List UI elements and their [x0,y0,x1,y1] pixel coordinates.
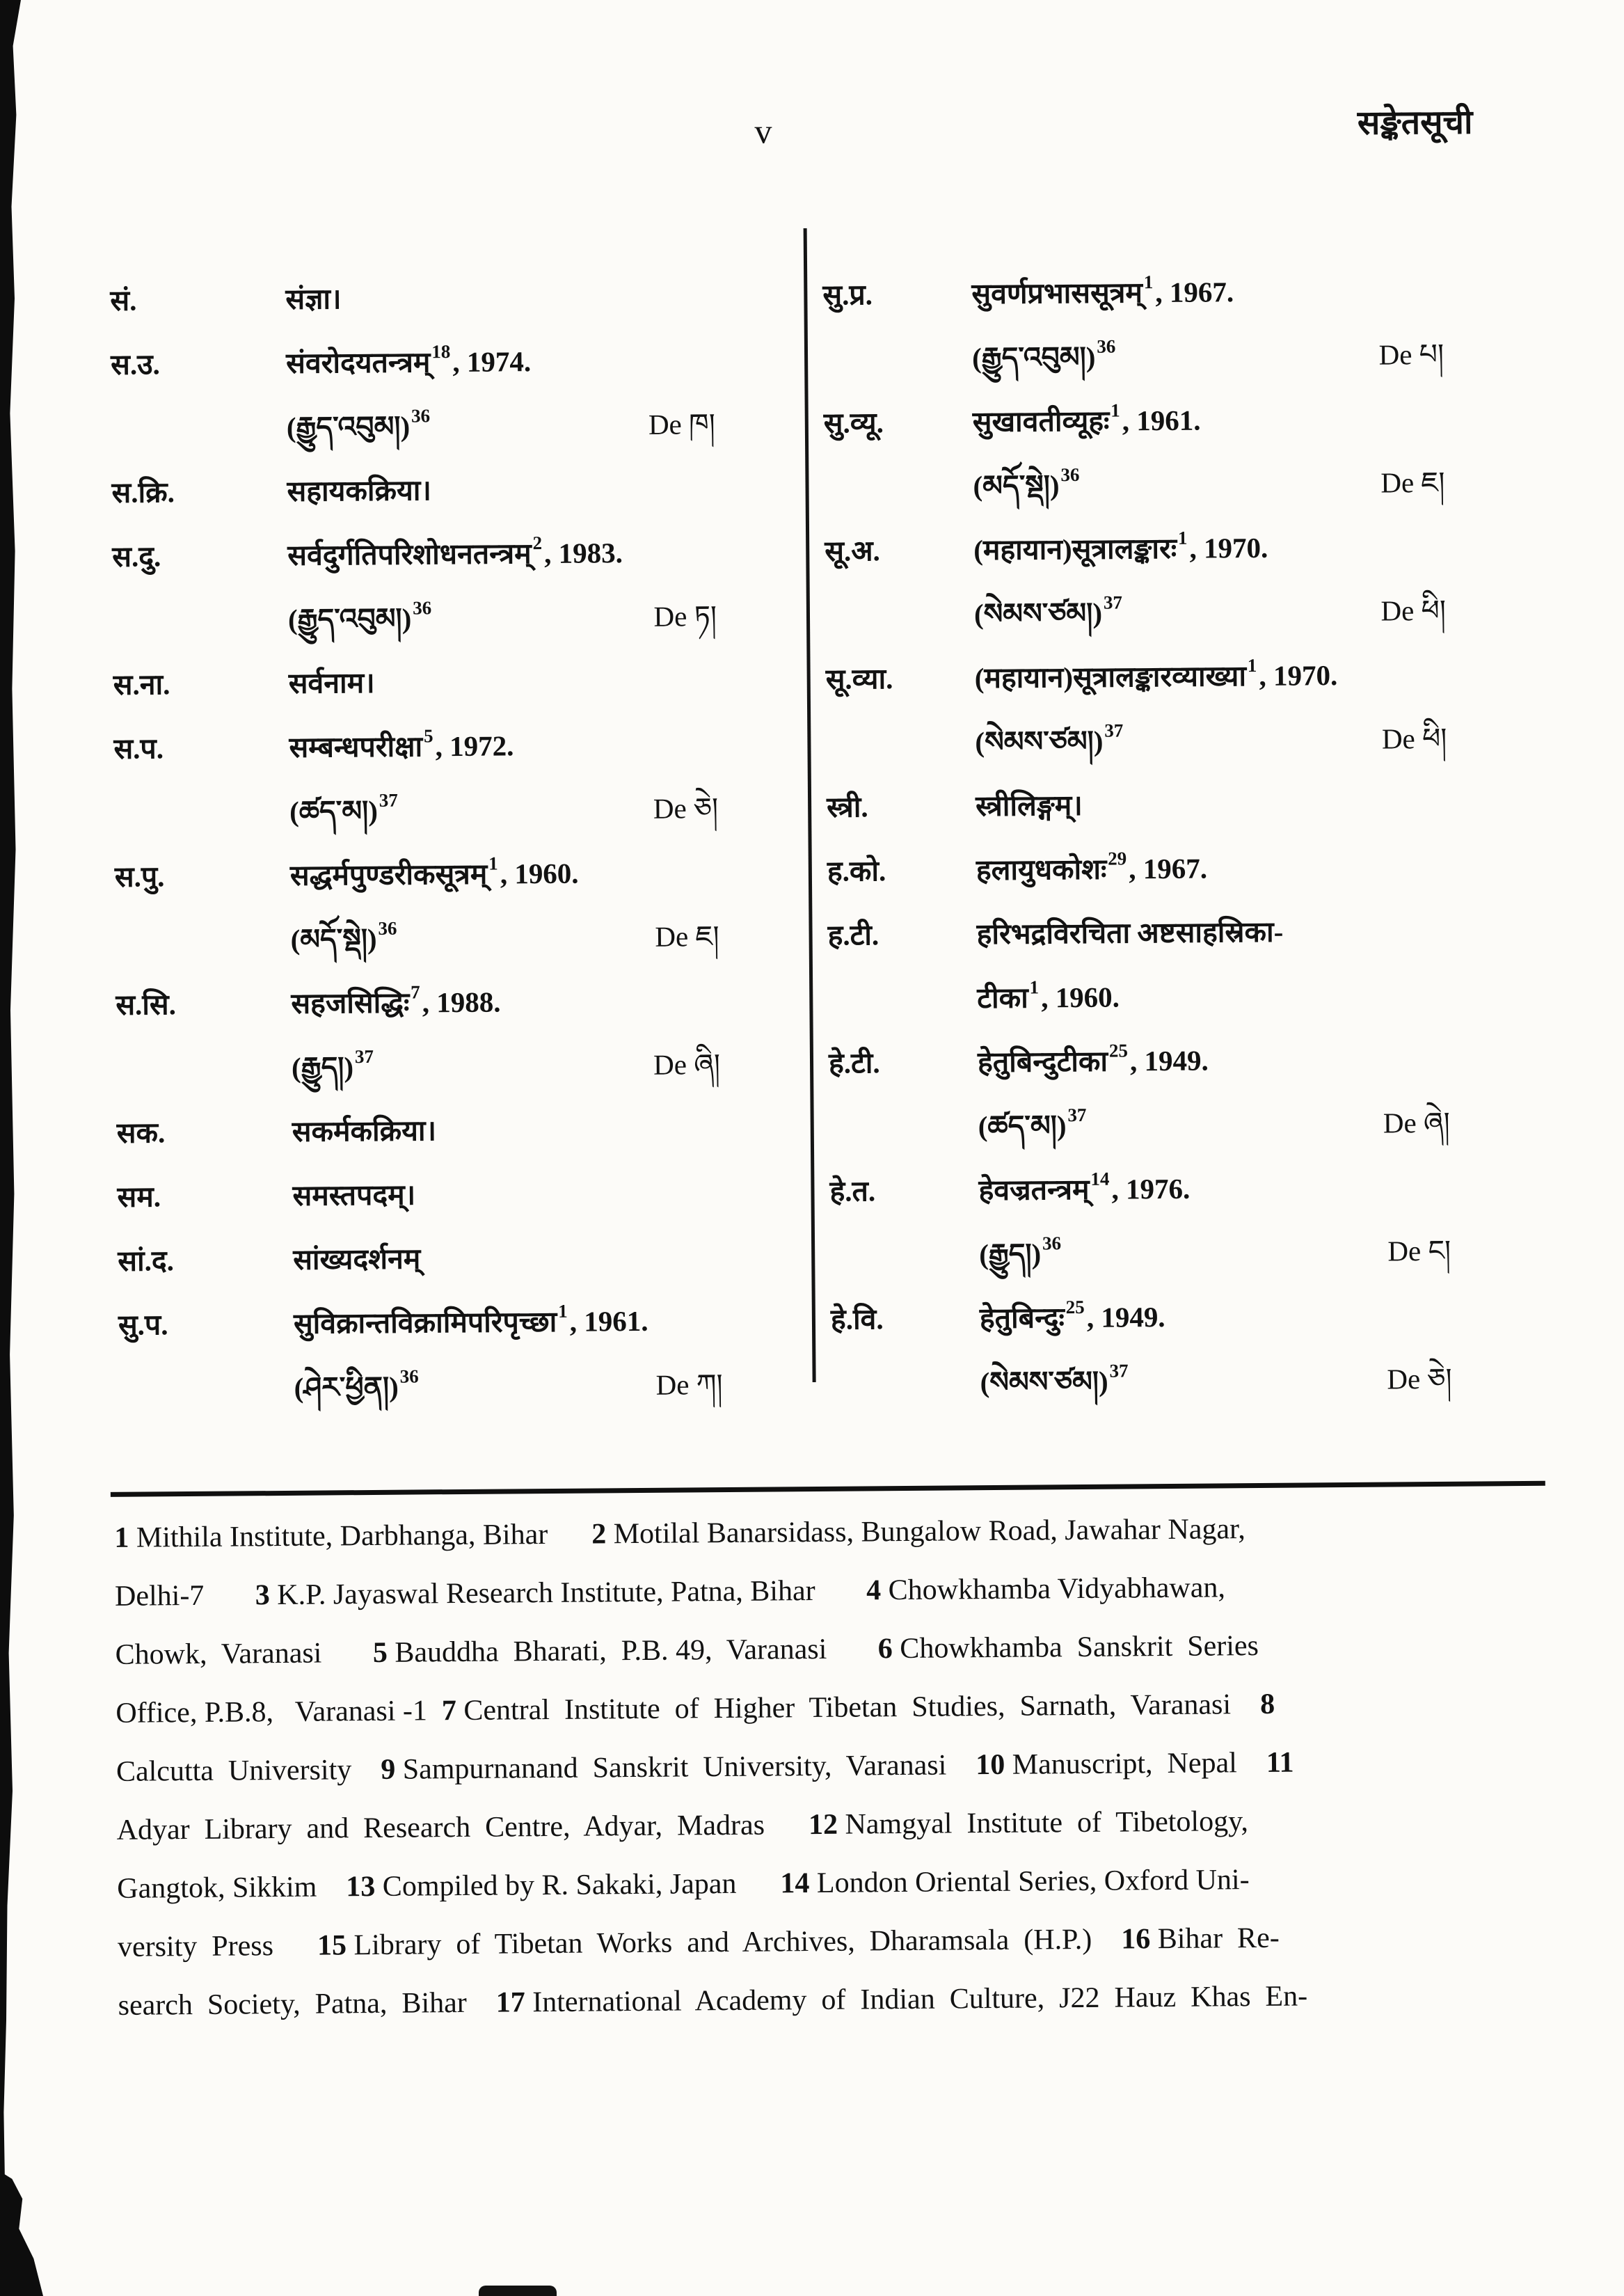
devanagari-text: टीका [977,981,1028,1015]
devanagari-text: सकर्मकक्रिया। [292,1114,437,1148]
abbrev-definition [287,520,721,651]
abbrev-definition [287,456,720,523]
abbrev-entry [825,514,1450,647]
abbrev-entry [829,1155,1455,1288]
abbrev-label: हे.टी. [828,1047,880,1079]
devanagari-text: (महायान)सूत्रालङ्कारः [973,532,1177,567]
abbrev-label: सु.प्र. [822,278,873,311]
devanagari-text: (महायान)सूत्रालङ्कारव्याख्या [974,660,1247,695]
year-text: , 1970. [1259,659,1338,692]
abbrev-definition [292,1096,725,1164]
year-text: , 1949. [1086,1301,1165,1333]
derge-volume-ref: De ཅེ། [653,792,719,825]
devanagari-text: सहायकक्रिया। [287,474,432,507]
abbrev-entry [825,642,1451,775]
abbrev-label: हे.त. [829,1175,876,1208]
abbrev-entry [822,258,1448,391]
definition-line [289,712,722,779]
definition-line [978,1027,1454,1094]
abbrev-label: स.दु. [112,540,161,573]
tibetan-text: (ཚད་མ།) [978,1109,1067,1143]
derge-volume-ref: De ཕི། [1380,594,1447,627]
tibetan-text: (མདོ་སྡེ།) [973,469,1060,502]
abbrev-label: सां.द. [118,1244,175,1277]
abbrev-definition [293,1224,726,1292]
abbrev-definition [291,968,724,1100]
abbrev-label: सम. [117,1180,161,1213]
abbrev-label: ह.को. [827,855,886,887]
derge-volume-ref: De ཞི། [653,1048,721,1081]
footnote-line: 1 Mithila Institute, Darbhanga, Bihar 2 Motilal Banarsidass, Bungalow Road, Jawahar Nagar, [114,1513,1245,1554]
derge-volume-ref: De ང། [1387,1234,1451,1267]
footnote-number: 7 [441,1695,457,1727]
abbrev-label: स.सि. [116,988,177,1021]
abbrev-entry [115,840,724,973]
abbrev-entry [118,1288,727,1421]
footnote-number: 16 [1121,1923,1151,1956]
footnote-line: Calcutta University 9 Sampurnanand Sanskrit University, Varanasi 10 Manuscript, Nepal 11 [116,1746,1294,1788]
derge-volume-ref: De ཏ། [653,600,717,633]
abbrev-definition [286,328,719,459]
definition-line [286,328,719,395]
definition-line [292,1096,725,1164]
abbrev-entry [831,1283,1456,1416]
abbrev-entry [827,898,1453,1031]
abbrev-label: सं. [110,284,137,317]
definition-line [976,898,1453,966]
footnote-separator-rule [111,1481,1545,1497]
definition-line [980,1283,1456,1350]
abbrev-entry [117,1160,726,1229]
abbrev-definition [294,1288,727,1420]
year-text: , 1974. [452,345,532,379]
year-text: , 1988. [422,985,501,1019]
abbrev-entry [110,264,719,333]
definition-line [287,456,720,523]
abbrev-entry [827,770,1452,839]
definition-line [290,840,724,908]
year-text: , 1970. [1189,531,1268,564]
definition-line [978,1155,1455,1222]
tibetan-text: (ཤེར་ཕྱིན།) [294,1370,399,1404]
devanagari-text: सद्धर्मपुण्डरीकसूत्रम् [289,857,488,892]
footnote-number: 8 [1259,1688,1275,1720]
footnote-number: 15 [317,1929,347,1962]
abbrev-label: स्त्री. [826,791,868,823]
tibetan-reference-line [980,1347,1456,1414]
abbrev-label: स.पु. [114,860,165,893]
devanagari-text: हरिभद्रविरचिता अष्टसाहस्रिका- [976,915,1284,951]
footnote-number: 6 [877,1633,893,1665]
devanagari-text: संज्ञा। [285,283,342,315]
year-text: , 1960. [500,857,579,890]
devanagari-text: सम्बन्धपरीक्षा [289,730,423,763]
abbrev-label: ह.टी. [827,919,879,951]
abbrev-definition [980,1283,1456,1414]
devanagari-text: हेतुबिन्दुटीका [977,1045,1108,1079]
abbreviation-column-left [110,264,727,1421]
tibetan-text: (རྒྱུད།) [979,1237,1042,1271]
tibetan-reference-line [974,578,1451,646]
abbrev-label: स.ना. [113,668,170,701]
footnote-line: Adyar Library and Research Centre, Adyar, Madras 12 Namgyal Institute of Tibetology, [116,1805,1249,1846]
derge-volume-ref: De ཕི། [1381,722,1447,755]
abbrev-definition [972,386,1449,518]
page-number: v [754,111,772,151]
footnote-number: 11 [1266,1746,1294,1779]
abbrev-label: स.क्रि. [111,476,175,509]
devanagari-text: संवरोदयतन्त्रम् [285,346,431,379]
abbrev-entry [823,386,1449,519]
devanagari-text: हेतुबिन्दुः [979,1301,1065,1335]
definition-line [287,520,721,587]
devanagari-text: समस्तपदम्। [292,1178,416,1212]
abbrev-label: स.प. [113,732,164,765]
definition-line [285,264,719,331]
abbrev-definition [976,834,1453,902]
definition-line [291,968,724,1036]
abbrev-label: सु.प. [118,1308,168,1341]
devanagari-text: सहजसिद्धिः [291,986,410,1020]
derge-volume-ref: De ཁ། [648,408,716,441]
abbrev-label: हे.वि. [830,1303,884,1336]
abbrev-entry [829,1027,1454,1159]
devanagari-text: सुवर्णप्रभाससूत्रम् [971,276,1143,310]
footnote-number: 2 [591,1518,607,1551]
abbrev-entry [827,834,1453,903]
year-text: , 1967. [1129,852,1208,885]
abbrev-definition [976,770,1452,838]
derge-volume-ref: De ཀ། [655,1368,723,1401]
definition-line [972,386,1449,454]
tibetan-text: (སེམས་ཙམ།) [980,1365,1108,1399]
footnote-line: Delhi-7 3 K.P. Jayaswal Research Institute, Patna, Bihar 4 Chowkhamba Vidyabhawan, [114,1571,1226,1613]
footnote-number: 13 [346,1870,376,1903]
derge-volume-ref: De ཞེ། [1383,1106,1450,1139]
abbrev-label: सू.व्या. [825,663,893,695]
abbrev-entry [111,456,720,525]
abbrev-entry [116,1096,725,1165]
tibetan-reference-line [972,322,1449,390]
tibetan-text: (མདོ་སྡེ།) [290,922,377,956]
abbrev-definition [289,712,722,844]
definition-line [976,770,1452,838]
derge-volume-ref: De ཇ། [655,920,719,953]
abbrev-definition [290,840,724,972]
abbrev-entry [113,648,722,717]
abbrev-definition [973,514,1450,646]
definition-line [974,642,1451,710]
tibetan-text: (རྒྱུད་འབུམ།) [287,602,412,635]
tibetan-reference-line [286,392,719,459]
footnote-number: 9 [381,1753,396,1786]
footnote-line: search Society, Patna, Bihar 17 International Academy of Indian Culture, J22 Hauz Khas En- [118,1980,1308,2022]
derge-volume-ref: De པ། [1378,338,1444,371]
abbrev-definition [976,898,1453,1030]
footnote-line: versity Press 15 Library of Tibetan Works and Archives, Dharamsala (H.P.) 16 Bihar Re- [117,1922,1280,1963]
tibetan-text: (རྒྱུད་འབུམ།) [971,340,1096,374]
year-text: , 1983. [543,537,623,569]
definition-line [976,834,1453,902]
abbrev-entry [116,968,724,1101]
page-header-title: सङ्केतसूची [1357,104,1473,142]
abbrev-label: सक. [116,1116,166,1149]
year-text: , 1961. [569,1304,648,1338]
devanagari-text: सर्वदुर्गतिपरिशोधनतन्त्रम् [287,537,532,571]
abbrev-definition [978,1027,1454,1158]
derge-volume-ref: De ཅེ། [1387,1362,1452,1395]
abbrev-definition [974,642,1451,774]
footnote-line: Gangtok, Sikkim 13 Compiled by R. Sakaki, Japan 14 London Oriental Series, Oxford Uni- [117,1864,1250,1905]
year-text: , 1961. [1122,404,1201,437]
devanagari-text: सांख्यदर्शनम् [293,1242,421,1276]
devanagari-text: सुविक्रान्तविक्रामिपरिपृच्छा [293,1305,557,1340]
tibetan-reference-line [979,1219,1456,1286]
tibetan-text: (སེམས་ཙམ།) [973,596,1103,631]
derge-volume-ref: De ཇ། [1380,466,1445,499]
year-text: , 1960. [1041,981,1120,1014]
abbrev-definition [292,1160,726,1228]
footnote-number: 12 [808,1808,838,1842]
footnote-number: 4 [866,1574,882,1607]
column-divider-line [804,228,816,1382]
abbrev-entry [113,712,722,845]
devanagari-text: हेवज्रतन्त्रम् [978,1173,1090,1207]
footnote-line: Office, P.B.8, Varanasi -1 7 Central Institute of Higher Tibetan Studies, Sarnath, Varanasi 8 [116,1688,1275,1729]
devanagari-text: स्त्रीलिङ्गम्। [975,789,1083,823]
tibetan-text: (ཚད་མ།) [289,794,379,828]
year-text: , 1967. [1155,276,1234,309]
tibetan-text: (རྒྱུད།) [291,1051,354,1084]
abbrev-entry [118,1224,726,1293]
devanagari-text: सर्वनाम। [288,666,375,699]
abbrev-entry [111,328,719,461]
definition-line [288,648,722,715]
abbrev-label: सु.व्यू. [823,406,884,439]
abbreviation-column-right [822,258,1456,1416]
abbrev-definition [971,258,1448,390]
tibetan-reference-line [292,1032,725,1100]
year-text: , 1972. [435,729,514,763]
footnote-line: Chowk, Varanasi 5 Bauddha Bharati, P.B. 49, Varanasi 6 Chowkhamba Sanskrit Series [115,1629,1259,1671]
tibetan-reference-line [978,1091,1454,1158]
footnote-number: 17 [495,1986,525,2019]
tibetan-reference-line [290,904,724,972]
abbrev-label: स.उ. [110,348,160,381]
footnote-number: 3 [255,1579,271,1612]
year-text: , 1976. [1111,1172,1191,1205]
tibetan-reference-line [289,776,723,844]
tibetan-text: (རྒྱུད་འབུམ།) [286,410,411,443]
tibetan-text: (སེམས་ཙམ།) [975,725,1104,759]
footnote-number: 1 [114,1521,129,1554]
devanagari-text: सुखावतीव्यूहः [972,404,1110,438]
year-text: , 1949. [1129,1044,1209,1077]
tibetan-reference-line [973,450,1449,518]
definition-line [293,1224,726,1292]
tibetan-reference-line [975,706,1451,774]
definition-line [292,1160,726,1228]
definition-line [973,514,1450,582]
definition-line [294,1288,727,1356]
footnote-number: 10 [976,1748,1005,1782]
definition-line [977,963,1454,1030]
devanagari-text: हलायुधकोशः [976,853,1107,887]
tibetan-reference-line [288,584,722,651]
footnotes-block [114,1498,1550,2035]
footnote-number: 5 [372,1636,388,1669]
tibetan-reference-line [294,1352,727,1420]
abbrev-entry [112,520,721,653]
footnote-number: 14 [780,1867,810,1900]
abbrev-definition [288,648,722,715]
abbrev-definition [285,264,719,331]
definition-line [971,258,1448,326]
abbrev-definition [978,1155,1455,1286]
abbrev-label: सू.अ. [825,535,880,567]
